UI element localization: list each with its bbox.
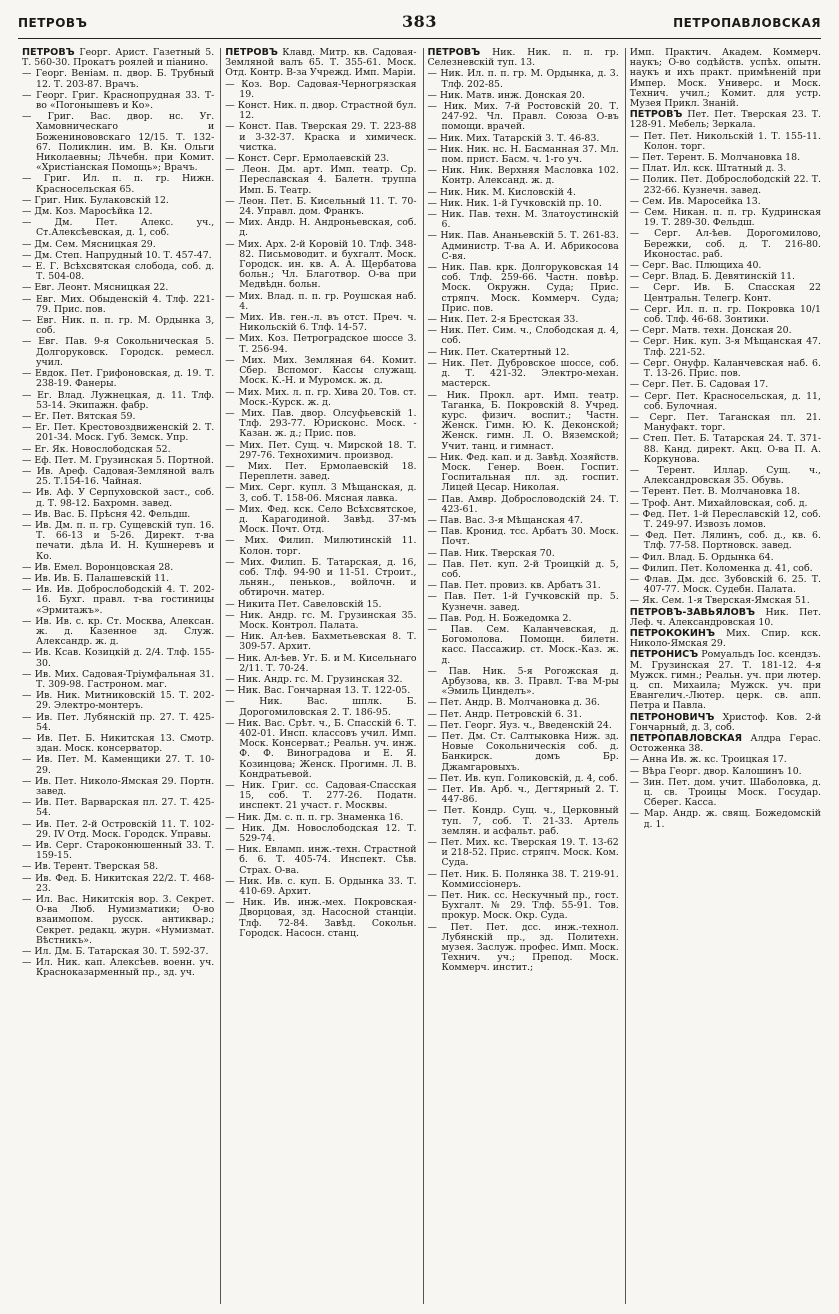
directory-entry: — Пав. Пет. провиз. кв. Арбатъ 31. <box>428 581 619 591</box>
directory-entry: — Евг. Мих. Обыденскій 4. Тлф. 221-79. Прис. пов. <box>22 295 214 315</box>
directory-entry: — Сем. Никан. п. п. гр. Кудринская 19. Т. 289-30. Фельдш. <box>630 208 821 228</box>
directory-entry: — Ник. Ил. п. п. гр. М. Ордынка, д. 3. Тлф. 202-85. <box>428 69 619 89</box>
directory-entry: — Ник. Матв. инж. Донская 20. <box>428 91 619 101</box>
directory-entry: — Григ. Ник. Булаковскій 12. <box>22 196 214 206</box>
directory-entry: — Ил. Дм. Б. Татарская 30. Т. 592-37. <box>22 947 214 957</box>
directory-entry: — Ник. Пет. Скатертный 12. <box>428 348 619 358</box>
directory-entry: — Пет. Ник. Б. Полянка 38. Т. 219-91. Коммиссіонеръ. <box>428 870 619 890</box>
directory-entry: — Вѣра Георг. двор. Калошинъ 10. <box>630 767 821 777</box>
directory-entry: — Сем. Ив. Маросейка 13. <box>630 197 821 207</box>
directory-entry: — Фед. Пет. Лялинъ, соб. д., кв. 6. Тлф. 77-58. Портновск. завед. <box>630 531 821 551</box>
running-head-left: ПЕТРОВЪ <box>18 16 88 30</box>
directory-entry: — Мих. Мих. Земляная 64. Комит. Сбер. Вспомог. Кассы служащ. Моск. К.-Н. и Муромск. ж. д. <box>225 356 416 387</box>
page-header <box>18 14 821 39</box>
directory-entry: — Мих. Фед. кск. Село Всѣхсвятское, д. Карагодиной. Завѣд. 37-мъ Моск. Почт. Отд. <box>225 505 416 536</box>
directory-entry: — Пет. Пет. Никольскій 1. Т. 155-11. Колон. торг. <box>630 132 821 152</box>
directory-entry: — Мих. Филип. Милютинскій 11. Колон. торг. <box>225 536 416 556</box>
directory-entry: — Ник. Пет. Сим. ч., Слободская д. 4, соб. <box>428 326 619 346</box>
directory-entry: — Серг. Матв. техн. Донская 20. <box>630 326 821 336</box>
directory-entry: — Ник. Пет. Дубровское шоссе, соб. д. Т. 421-32. Электро-механ. мастерск. <box>428 359 619 390</box>
directory-entry: — Ив. Ник. Митниковскій 15. Т. 202-29. Электро-монтеръ. <box>22 691 214 711</box>
directory-entry: — Георг. Веніам. п. двор. Б. Трубный 12. Т. 203-87. Врачъ. <box>22 69 214 89</box>
directory-entry: — Мих. Ив. ген.-л. въ отст. Преч. ч. Никольскій 6. Тлф. 14-57. <box>225 313 416 333</box>
surname-entry: ПЕТРОКОКИНЪ Мих. Спир. кск. Николо-Ямская 29. <box>629 627 821 650</box>
directory-entry: — Ник. Ив. с. куп. Б. Ордынка 33. Т. 410-69. Архит. <box>225 877 416 897</box>
directory-entry: — Флав. Дм. дсс. Зубовскій 6. 25. Т. 407-77. Моск. Судебн. Палата. <box>630 575 821 595</box>
directory-entry: — Коз. Вор. Садовая-Черногрязская 19. <box>225 80 416 100</box>
surname-entry: ПЕТРОПАВЛОВСКАЯ Алдра Герас. Остоженка 38. <box>629 733 821 755</box>
directory-entry: — Конст. Серг. Ермолаевскій 23. <box>225 154 416 164</box>
directory-entry: — Ив. Ареф. Садовая-Земляной валъ 25. Т.154-16. Чайная. <box>22 467 214 487</box>
directory-entry: — Евг. Леонт. Мясницкая 22. <box>22 283 214 293</box>
surname-entry: ПЕТРОНОВИЧЪ Христоф. Ков. 2-й Гончарный, д. 3, соб. <box>629 711 821 733</box>
directory-entry: — Мих. Влад. п. п. гр. Роушская наб. 4. <box>225 292 416 312</box>
directory-entry: — Дм. Пет. Алекс. уч., Ст.Алексѣевская, д. 1, соб. <box>22 218 214 238</box>
directory-entry: — Ег. Влад. Лужнецкая, д. 11. Тлф. 53-14. Экипажн. фабр. <box>22 391 214 411</box>
directory-entry: — Серг. Пет. Таганская пл. 21. Мануфакт. торг. <box>630 413 821 433</box>
directory-entry: — Ив. Пет. Лубянскій пр. 27. Т. 425-54. <box>22 713 214 733</box>
directory-entry: — Ник. Ал-ѣев. Бахметьевская 8. Т. 309-57. Архит. <box>225 632 416 652</box>
directory-entry: — Мих. Пет. Ермолаевскій 18. Переплетн. завед. <box>225 462 416 482</box>
directory-entry: — Фил. Влад. Б. Ордынка 64. <box>630 553 821 563</box>
directory-entry: — Пав. Амвр. Добрословодскій 24. Т. 423-61. <box>428 495 619 515</box>
directory-entry: — Ник. Фед. кап. и д. Завѣд. Хозяйств. Моск. Генер. Воен. Госпит. Госпитальная пл. зд. госпит. Лицей Цесар. Николая. <box>428 453 619 494</box>
directory-entry: — Ег. Як. Новослободская 52. <box>22 445 214 455</box>
directory-entry: — Серг. Влад. Б. Девятинскій 11. <box>630 272 821 282</box>
directory-entry: — Мих. Андр. Н. Андроньевская, соб. д. <box>225 218 416 238</box>
directory-entry: — Серг. Ник. куп. 3-я Мѣщанская 47. Тлф. 221-52. <box>630 337 821 357</box>
directory-entry: — Е. Г. Всѣхсвятская слобода, соб. д. Т. 504-08. <box>22 262 214 282</box>
directory-entry: — Ник. Дм. с. п. п. гр. Знаменка 16. <box>225 813 416 823</box>
directory-entry: — Евдок. Пет. Грифоновская, д. 19. Т. 238-19. Фанеры. <box>22 369 214 389</box>
directory-entry: — Ив. Пет. 2-й Островскій 11. Т. 102-29. IV Отд. Моск. Городск. Управы. <box>22 820 214 840</box>
directory-entry: — Фед. Пет. 1-й Переславскій 12, соб. Т. 249-97. Извозъ ломов. <box>630 510 821 530</box>
directory-entry: — Пет. Георг. Яуз. ч., Введенскій 24. <box>428 721 619 731</box>
directory-entry: — Пет. Андр. Петровскій 6. 31. <box>428 710 619 720</box>
directory-entry: — Ив. Емел. Воронцовская 28. <box>22 563 214 573</box>
directory-entry: — Григ. Вас. двор. нс. Уг. Хамовническаго и Боженинововскаго 12/15. Т. 132-67. Поликлин. им. В. Кн. Ольги Николаевны; Лѣчебн. при Комит. «Христіанская Помощь»; Врачъ. <box>22 112 214 173</box>
directory-entry: — Дм. Коз. Маросѣйка 12. <box>22 207 214 217</box>
directory-entry: — Ник. Ник. М. Кисловскій 4. <box>428 188 619 198</box>
directory-entry: — Конст. Пав. Тверская 29. Т. 223-88 и 3-32-37. Краска и химическ. чистка. <box>225 122 416 153</box>
directory-entry: — Серг. Пет. Красносельская, д. 11, соб. Булочная. <box>630 392 821 412</box>
directory-entry: — Ив. Аф. У Серпуховской заст., соб. д. Т. 98-12. Бахромн. завед. <box>22 488 214 508</box>
directory-entry: — Ник. Ник. 1-й Гучковскій пр. 10. <box>428 199 619 209</box>
directory-entry: — Ег. Пет. Крестовоздвиженскій 2. Т. 201-34. Моск. Губ. Земск. Упр. <box>22 423 214 443</box>
directory-entry: — Плат. Ил. кск. Штатный д. 3. <box>630 164 821 174</box>
directory-entry: — Терент. Иллар. Сущ. ч., Александровская 35. Обувь. <box>630 466 821 486</box>
directory-entry: — Серг. Ив. Б. Спасская 22 Центральн. Телегр. Конт. <box>630 283 821 303</box>
directory-entry: — Мар. Андр. ж. свящ. Божедомскій д. 1. <box>630 809 821 829</box>
directory-entry: — Степ. Пет. Б. Татарская 24. Т. 371-88. Канд. директ. Акц. О-ва П. А. Коркунова. <box>630 434 821 465</box>
directory-entry: — Ег. Пет. Вятская 59. <box>22 412 214 422</box>
directory-entry: — Ник. Вас. шплк. Б. Дорогомиловская 2. Т. 186-95. <box>225 697 416 717</box>
directory-entry: — Ник. Пав. техн. М. Златоустинскій 6. <box>428 210 619 230</box>
directory-entry: — Ив. Пет. Б. Никитская 13. Смотр. здан. Моск. консерватор. <box>22 734 214 754</box>
directory-entry: — Серг. Вас. Плющиха 40. <box>630 261 821 271</box>
directory-entry: — Евг. Пав. 9-я Сокольническая 5. Долгоруковск. Городск. ремесл. учил. <box>22 337 214 368</box>
directory-entry: — Серг. Онуфр. Каланчевская наб. 6. Т. 13-26. Прис. пов. <box>630 359 821 379</box>
column-3 <box>423 48 625 1304</box>
directory-entry: — Ив. Ив. с. кр. Ст. Москва, Алексан. ж. д. Казенное зд. Служ. Александр. ж. д. <box>22 617 214 648</box>
directory-entry: — Пет. Ив. Арб. ч., Дегтярный 2. Т. 447-86. <box>428 785 619 805</box>
directory-entry: — Пет. Кондр. Сущ. ч., Церковный туп. 7, соб. Т. 21-33. Артель землян. и асфальт. раб. <box>428 806 619 837</box>
directory-entry: — Ил. Ник. кап. Алексѣев. военн. уч. Красноказарменный пр., зд. уч. <box>22 958 214 978</box>
directory-entry: — Пав. Ник. 5-я Рогожская д. Арбузова, кв. 3. Правл. Т-ва М-ры «Эмиль Цинделъ». <box>428 667 619 698</box>
directory-entry: — Пав. Род. Н. Божедомка 2. <box>428 614 619 624</box>
directory-entry: — Мих. Пав. двор. Олсуфьевскій 1. Тлф. 293-77. Юрисконс. Моск. - Казан. ж. д.; Прис. пов. <box>225 409 416 440</box>
directory-entry: — Пет. Терент. Б. Молчановка 18. <box>630 153 821 163</box>
directory-entry: — Ник. Ник. Верхняя Масловка 102. Контр. Александ. ж. д. <box>428 166 619 186</box>
directory-entry: — Ник. Вас. Гончарная 13. Т. 122-05. <box>225 686 416 696</box>
surname-entry: ПЕТРОВЪ Георг. Арист. Газетный 5. Т. 560-30. Прокатъ роялей и піанино. <box>22 48 215 69</box>
directory-entry: — Ник. Прокл. арт. Имп. театр. Таганка, Б. Покровскій 8. Учред. курс. физич. воспит.; Частн. Женск. Гимн. Ю. К. Деконской; Женск. гимн. Л. О. Вяземской; Учит. танц. и гимнаст. <box>428 391 619 452</box>
directory-entry: — Конст. Ник. п. двор. Страстной бул. 12. <box>225 101 416 121</box>
surname-entry: ПЕТРОНИСЪ Ромуальдъ Іос. ксендзъ. М. Грузинская 27. Т. 181-12. 4-я Мужск. гимн.; Реальн. уч. при лютер. ц. сп. Михаила; Мужск. уч. при Евангелич.-Лютер. церк. св. апп. Петра и Павла. <box>629 649 821 712</box>
directory-entry: — Ник. Пав. Ананьевскій 5. Т. 261-83. Администр. Т-ва А. И. Абрикосова С-вя. <box>428 231 619 262</box>
directory-entry: — Ник. Евламп. инж.-техн. Страстной б. 6. Т. 405-74. Инспект. Сѣв. Страх. О-ва. <box>225 845 416 876</box>
directory-entry: — Ив. Пет. Николо-Ямская 29. Портн. завед. <box>22 777 214 797</box>
directory-entry: — Пет. Пет. дсс. инж.-технол. Лубянскій пр., зд. Политехн. музея. Заслуж. профес. Имп. Моск. Технич. уч.; Препод. Моск. Коммерч. инстит.; <box>428 923 619 974</box>
directory-entry: — Пав. Ник. Тверская 70. <box>428 549 619 559</box>
directory-entry: — Ив. Ксав. Козицкій д. 2/4. Тлф. 155-30. <box>22 648 214 668</box>
directory-entry: — Мих. Пет. Сущ. ч. Мирской 18. Т. 297-76. Технохимич. производ. <box>225 441 416 461</box>
directory-entry: — Никита Пет. Савеловскій 15. <box>225 600 416 610</box>
directory-entry: — Ник. Ив. инж.-мех. Покровская-Дворцовая, зд. Насосной станціи. Тлф. 72-84. Завѣд. Сокольн. Городск. Насосн. станц. <box>225 898 416 939</box>
directory-entry: — Пав. Кронид. тсс. Арбатъ 30. Моск. Почт. <box>428 527 619 547</box>
directory-entry: — Мих. Мих. л. п. гр. Хива 20. Тов. ст. Моск.-Курск. ж. д. <box>225 388 416 408</box>
directory-entry: — Ник. Андр. гс. М. Грузинская 35. Моск. Контрол. Палата. <box>225 611 416 631</box>
directory-entry: — Ил. Вас. Никитскія вор. 3. Секрет. О-ва Люб. Нумизматики; О-во взаимопом. русск. антиквар.; Секрет. редакц. журн. «Нумизмат. Вѣстникъ». <box>22 895 214 946</box>
surname-entry: ПЕТРОВЪ-ЗАВЬЯЛОВЪ Ник. Пет. Леф. ч. Александровская 10. <box>629 606 821 628</box>
directory-entry: — Ник. Ал-ѣев. Уг. Б. и М. Кисельнаго 2/11. Т. 70-24. <box>225 654 416 674</box>
directory-entry: — Георг. Григ. Краснопрудная 33. Т-во «Погонышевъ и Ко». <box>22 91 214 111</box>
directory-entry: — Ив. Дм. п. п. гр. Сущевскій туп. 16. Т. 66-13 и 5-26. Директ. т-ва печати. дѣла И. Н. Кушнеревъ и Ко. <box>22 521 214 562</box>
surname-entry: ПЕТРОВЪ Клавд. Митр. кв. Садовая-Земляной валъ 65. Т. 355-61. Моск. Отд. Контр. В-за Учрежд. Имп. Маріи. <box>225 48 417 79</box>
directory-entry: — Еф. Пет. М. Грузинская 5. Портной. <box>22 456 214 466</box>
directory-entry: — Ив. Терент. Тверская 58. <box>22 862 214 872</box>
directory-entry: — Ив. Ив. Б. Палашевскій 11. <box>22 574 214 584</box>
directory-entry: — Анна Ив. ж. кс. Троицкая 17. <box>630 755 821 765</box>
directory-entry: — Мих. Арх. 2-й Коровій 10. Тлф. 348-82. Письмоводит. и бухгалт. Моск. Городск. ин. кв. А. А. Щербатова больн.; Чл. Благотвор. О-ва при Медвѣдн. больн. <box>225 240 416 291</box>
directory-entry: — Ник. Пав. крк. Долгоруковская 14 соб. Тлф. 259-66. Частн. повѣр. Моск. Окружн. Суда; Прис. стряпч. Моск. Коммерч. Суда; Прис. пов. <box>428 263 619 314</box>
directory-entry: — Ник. Дм. Новослободская 12. Т. 529-74. <box>225 824 416 844</box>
directory-entry: — Ив. Пет. Варварская пл. 27. Т. 425-54. <box>22 798 214 818</box>
directory-entry: — Ив. Мих. Садовая-Тріумфальная 31. Т. 309-98. Гастроном. маг. <box>22 670 214 690</box>
directory-entry: — Ник. Мих. Татарскій 3. Т. 46-83. <box>428 134 619 144</box>
directory-entry: — Ник. Григ. сс. Садовая-Спасская 15, соб. Т. 277-26. Податн. инспект. 21 участ. г. Москвы. <box>225 781 416 812</box>
directory-entry: — Ник. Андр. гс. М. Грузинская 32. <box>225 675 416 685</box>
directory-entry: — Ив. Ив. Доброслободскій 4. Т. 202-16. Бухг. правл. т-ва гостиницы «Эрмитажъ». <box>22 585 214 616</box>
directory-entry: Имп. Практич. Академ. Коммерч. наукъ; О-во содѣйств. успѣх. опытн. наукъ и ихъ практ. примѣненій при Импер. Моск. Универс. и Моск. Технич. учил.; Комит. для устр. Музея Прикл. Знаній. <box>629 48 821 110</box>
directory-entry: — Як. Сем. 1-я Тверская-Ямская 51. <box>630 596 821 606</box>
page-number: 383 <box>402 12 437 31</box>
directory-entry: — Зин. Пет. дом. учит. Шаболовка, д. ц. св. Троицы Моск. Государ. Сберег. Касса. <box>630 778 821 809</box>
directory-entry: — Троф. Ант. Михайловская, соб. д. <box>630 499 821 509</box>
directory-entry: — Пав. Пет. 1-й Гучковскій пр. 5. Кузнечн. завед. <box>428 592 619 612</box>
directory-entry: — Ив. Фед. Б. Никитская 22/2. Т. 468-23. <box>22 874 214 894</box>
directory-entry: — Терент. Пет. В. Молчановка 18. <box>630 487 821 497</box>
directory-entry: — Мих. Серг. купл. 3 Мѣщанская, д. 3, соб. Т. 158-06. Мясная лавка. <box>225 483 416 503</box>
columns <box>18 48 827 1304</box>
column-4 <box>625 48 827 1304</box>
directory-entry: — Пав. Вас. 3-я Мѣщанская 47. <box>428 516 619 526</box>
directory-entry: — Пет. Дм. Ст. Салтыковка Ниж. зд. Новые Сокольническія соб. д. Банкирск. домъ Бр. Джамгаровыхъ. <box>428 732 619 773</box>
running-head-right: ПЕТРОПАВЛОВСКАЯ <box>673 16 821 30</box>
directory-entry: — Дм. Степ. Напрудный 10. Т. 457-47. <box>22 251 214 261</box>
column-2 <box>220 48 422 1304</box>
directory-entry: — Пав. Пет. куп. 2-й Троицкій д. 5, соб. <box>428 560 619 580</box>
directory-entry: — Ник. Ник. нс. Н. Басманная 37. Мл. пом. прист. Басм. ч. 1-го уч. <box>428 145 619 165</box>
directory-entry: — Ив. Пет. М. Каменщики 27. Т. 10-29. <box>22 755 214 775</box>
directory-entry: — Пет. Мих. кс. Тверская 19. Т. 13-62 и 218-52. Прис. стряпч. Моск. Ком. Суда. <box>428 838 619 869</box>
directory-entry: — Мих. Коз. Петроградское шоссе 3. Т. 256-94. <box>225 334 416 354</box>
directory-entry: — Пет. Ив. куп. Голиковскій, д. 4, соб. <box>428 774 619 784</box>
directory-entry: — Леон. Дм. арт. Имп. театр. Ср. Переславская 4. Балетн. труппа Имп. Б. Театр. <box>225 165 416 196</box>
directory-entry: — Леон. Пет. Б. Кисельный 11. Т. 70-24. Управл. дом. Франкъ. <box>225 197 416 217</box>
directory-entry: — Евг. Ник. п. п. гр. М. Ордынка 3, соб. <box>22 316 214 336</box>
directory-entry: — Серг. Пет. Б. Садовая 17. <box>630 380 821 390</box>
directory-entry: — Ив. Серг. Староконюшенный 33. Т. 159-15. <box>22 841 214 861</box>
surname-entry: ПЕТРОВЪ Ник. Ник. п. п. гр. Селезневскій туп. 13. <box>427 48 619 69</box>
directory-entry: — Дм. Сем. Мясницкая 29. <box>22 240 214 250</box>
directory-entry: — Полик. Пет. Доброслободскій 22. Т. 232-66. Кузнечн. завед. <box>630 175 821 195</box>
directory-entry: — Ив. Вас. Б. Прѣсня 42. Фельдш. <box>22 510 214 520</box>
directory-entry: — Ник. Пет. 2-я Брестская 33. <box>428 315 619 325</box>
surname-entry: ПЕТРОВЪ Пет. Пет. Тверская 23. Т. 128-91. Мебель; Зеркала. <box>629 109 821 131</box>
directory-entry: — Ник. Вас. Срѣт. ч., Б. Спасскій 6. Т. 402-01. Инсп. классовъ учил. Имп. Моск. Консерват.; Реальн. уч. инж. Ф. Ф. Виноградова и Е. Я. Козинцова; Женск. Прогимн. Л. В. Кондратьевой. <box>225 719 416 780</box>
directory-entry: — Филип. Пет. Коломенка д. 41, соб. <box>630 564 821 574</box>
directory-entry: — Григ. Ил. п. п. гр. Нижн. Красносельская 65. <box>22 174 214 194</box>
directory-entry: — Серг. Ал-ѣев. Дорогомилово, Бережки, соб. д. Т. 216-80. Иконостас. раб. <box>630 229 821 260</box>
directory-entry: — Пет. Андр. В. Молчановка д. 36. <box>428 698 619 708</box>
column-1 <box>18 48 220 1304</box>
directory-entry: — Мих. Филип. Б. Татарская, д. 16, соб. Тлф. 94-90 и 11-51. Строит., льнян., пеньков., войлочн. и обтирочн. матер. <box>225 558 416 599</box>
directory-entry: — Пет. Ник. сс. Нескучный пр., гост. Бухгалт. № 29. Тлф. 55-91. Тов. прокур. Моск. Окр. Суда. <box>428 891 619 922</box>
directory-entry: — Ник. Мих. 7-й Ростовскій 20. Т. 247-92. Чл. Правл. Союза О-въ помощи. врачей. <box>428 102 619 133</box>
directory-entry: — Пав. Сем. Каланчевская, д. Богомолова. Помощн. билетн. касс. Пассажир. ст. Моск.-Каз. ж. д. <box>428 625 619 666</box>
directory-entry: — Серг. Ил. п. п. гр. Покровка 10/1 соб. Тлф. 46-68. Зонтики. <box>630 305 821 325</box>
